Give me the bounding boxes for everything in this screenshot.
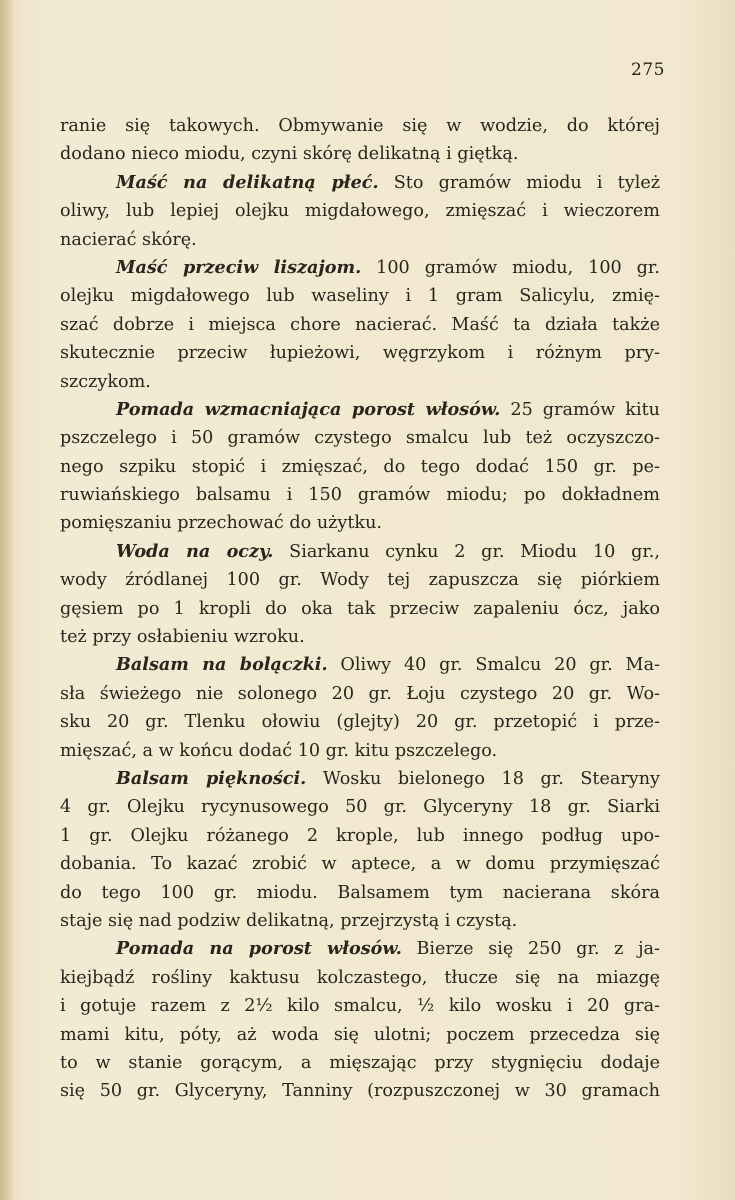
recipe-title: Pomada wzmacniająca porost włosów. — [116, 398, 501, 420]
text-line — [60, 765, 660, 793]
text-run: olejku migdałowego lub waseliny i 1 gram Salicylu, zmię- — [60, 286, 660, 307]
text-run: 4 gr. Olejku rycynusowego 50 gr. Glyceryny 18 gr. Siarki — [60, 797, 660, 818]
text-run: też przy osłabieniu wzroku. — [60, 627, 305, 648]
text-run: nego szpiku stopić i zmięszać, do tego dodać 150 gr. pe- — [60, 456, 660, 477]
recipe-title: Maść przeciw liszajom. — [116, 256, 362, 278]
text-line — [60, 424, 660, 452]
text-line — [60, 737, 660, 765]
text-line — [60, 112, 660, 140]
text-run: sła świeżego nie solonego 20 gr. Łoju czystego 20 gr. Wo- — [60, 683, 660, 704]
text-line — [60, 140, 660, 168]
text-run: ranie się takowych. Obmywanie się w wodzie, do której — [60, 116, 660, 136]
text-run: nacierać skórę. — [60, 229, 197, 250]
body-text — [60, 112, 660, 1106]
text-run: gęsiem po 1 kropli do oka tak przeciw zapaleniu ócz, jako — [60, 598, 660, 619]
text-line — [60, 566, 660, 594]
text-run: Sto gramów miodu i tyleż — [378, 172, 660, 193]
text-run: skutecznie przeciw łupieżowi, węgrzykom i różnym pry- — [60, 343, 660, 364]
text-run: szać dobrze i miejsca chore nacierać. Maść ta działa także — [60, 314, 660, 335]
text-line — [60, 453, 660, 481]
text-run: dodano nieco miodu, czyni skórę delikatną i giętką. — [60, 144, 519, 165]
text-run: kiejbądź rośliny kaktusu kolczastego, tłucze się na miazgę — [60, 967, 660, 988]
text-line — [60, 254, 660, 282]
text-line — [60, 651, 660, 679]
text-run: ruwiańskiego balsamu i 150 gramów miodu; po dokładnem — [60, 485, 660, 506]
text-run: mami kitu, póty, aż woda się ulotni; poczem przecedza się — [60, 1024, 660, 1045]
text-run: 1 gr. Olejku różanego 2 krople, lub innego podług upo- — [60, 825, 660, 846]
text-run: dobania. To kazać zrobić w aptece, a w domu przymięszać — [60, 854, 660, 875]
text-line — [60, 793, 660, 821]
text-line — [60, 509, 660, 537]
text-line — [60, 992, 660, 1020]
text-line — [60, 595, 660, 623]
text-line — [60, 850, 660, 878]
text-run: sku 20 gr. Tlenku ołowiu (glejty) 20 gr. przetopić i prze- — [60, 712, 660, 733]
text-line — [60, 879, 660, 907]
text-line — [60, 538, 660, 566]
text-line — [60, 368, 660, 396]
text-line — [60, 907, 660, 935]
text-run: się 50 gr. Glyceryny, Tanniny (rozpuszczonej w 30 gramach — [60, 1081, 660, 1102]
text-line — [60, 311, 660, 339]
text-run: i gotuje razem z 2½ kilo smalcu, ½ kilo wosku i 20 gra- — [60, 996, 660, 1017]
text-run: do tego 100 gr. miodu. Balsamem tym nacierana skóra — [60, 882, 660, 903]
text-line — [60, 169, 660, 197]
recipe-title: Maść na delikatną płeć. — [116, 171, 379, 193]
text-line — [60, 964, 660, 992]
text-line — [60, 822, 660, 850]
text-line — [60, 197, 660, 225]
recipe-title: Woda na oczy. — [116, 540, 274, 562]
text-line — [60, 396, 660, 424]
text-run: Wosku bielonego 18 gr. Stearyny — [306, 768, 660, 789]
text-line — [60, 481, 660, 509]
text-line — [60, 226, 660, 254]
text-run: oliwy, lub lepiej olejku migdałowego, zmięszać i wieczorem — [60, 201, 660, 222]
text-line — [60, 680, 660, 708]
text-line — [60, 1049, 660, 1077]
page-gutter-shadow — [0, 0, 14, 1200]
text-run: staje się nad podziw delikatną, przejrzystą i czystą. — [60, 910, 518, 931]
text-line — [60, 1021, 660, 1049]
text-line — [60, 935, 660, 963]
recipe-title: Balsam piękności. — [116, 767, 307, 789]
recipe-title: Balsam na bolączki. — [116, 654, 328, 676]
text-run: Siarkanu cynku 2 gr. Miodu 10 gr., — [273, 541, 660, 562]
text-run: pomięszaniu przechować do użytku. — [60, 513, 383, 534]
text-line — [60, 282, 660, 310]
text-run: 100 gramów miodu, 100 gr. — [361, 257, 660, 278]
text-line — [60, 623, 660, 651]
text-line — [60, 708, 660, 736]
text-run: wody źródlanej 100 gr. Wody tej zapuszcza się piórkiem — [60, 570, 660, 591]
text-line — [60, 339, 660, 367]
text-run: 25 gramów kitu — [500, 399, 660, 420]
text-run: mięszać, a w końcu dodać 10 gr. kitu pszczelego. — [60, 740, 498, 761]
text-run: Oliwy 40 gr. Smalcu 20 gr. Ma- — [327, 655, 660, 676]
text-line — [60, 1077, 660, 1105]
text-run: to w stanie gorącym, a mięszając przy stygnięciu dodaje — [60, 1052, 660, 1073]
page-number: 275 — [631, 60, 665, 80]
text-run: pszczelego i 50 gramów czystego smalcu lub też oczyszczo- — [60, 428, 660, 449]
text-run: szczykom. — [60, 371, 151, 392]
recipe-title: Pomada na porost włosów. — [116, 938, 402, 960]
text-run: Bierze się 250 gr. z ja- — [401, 939, 660, 960]
